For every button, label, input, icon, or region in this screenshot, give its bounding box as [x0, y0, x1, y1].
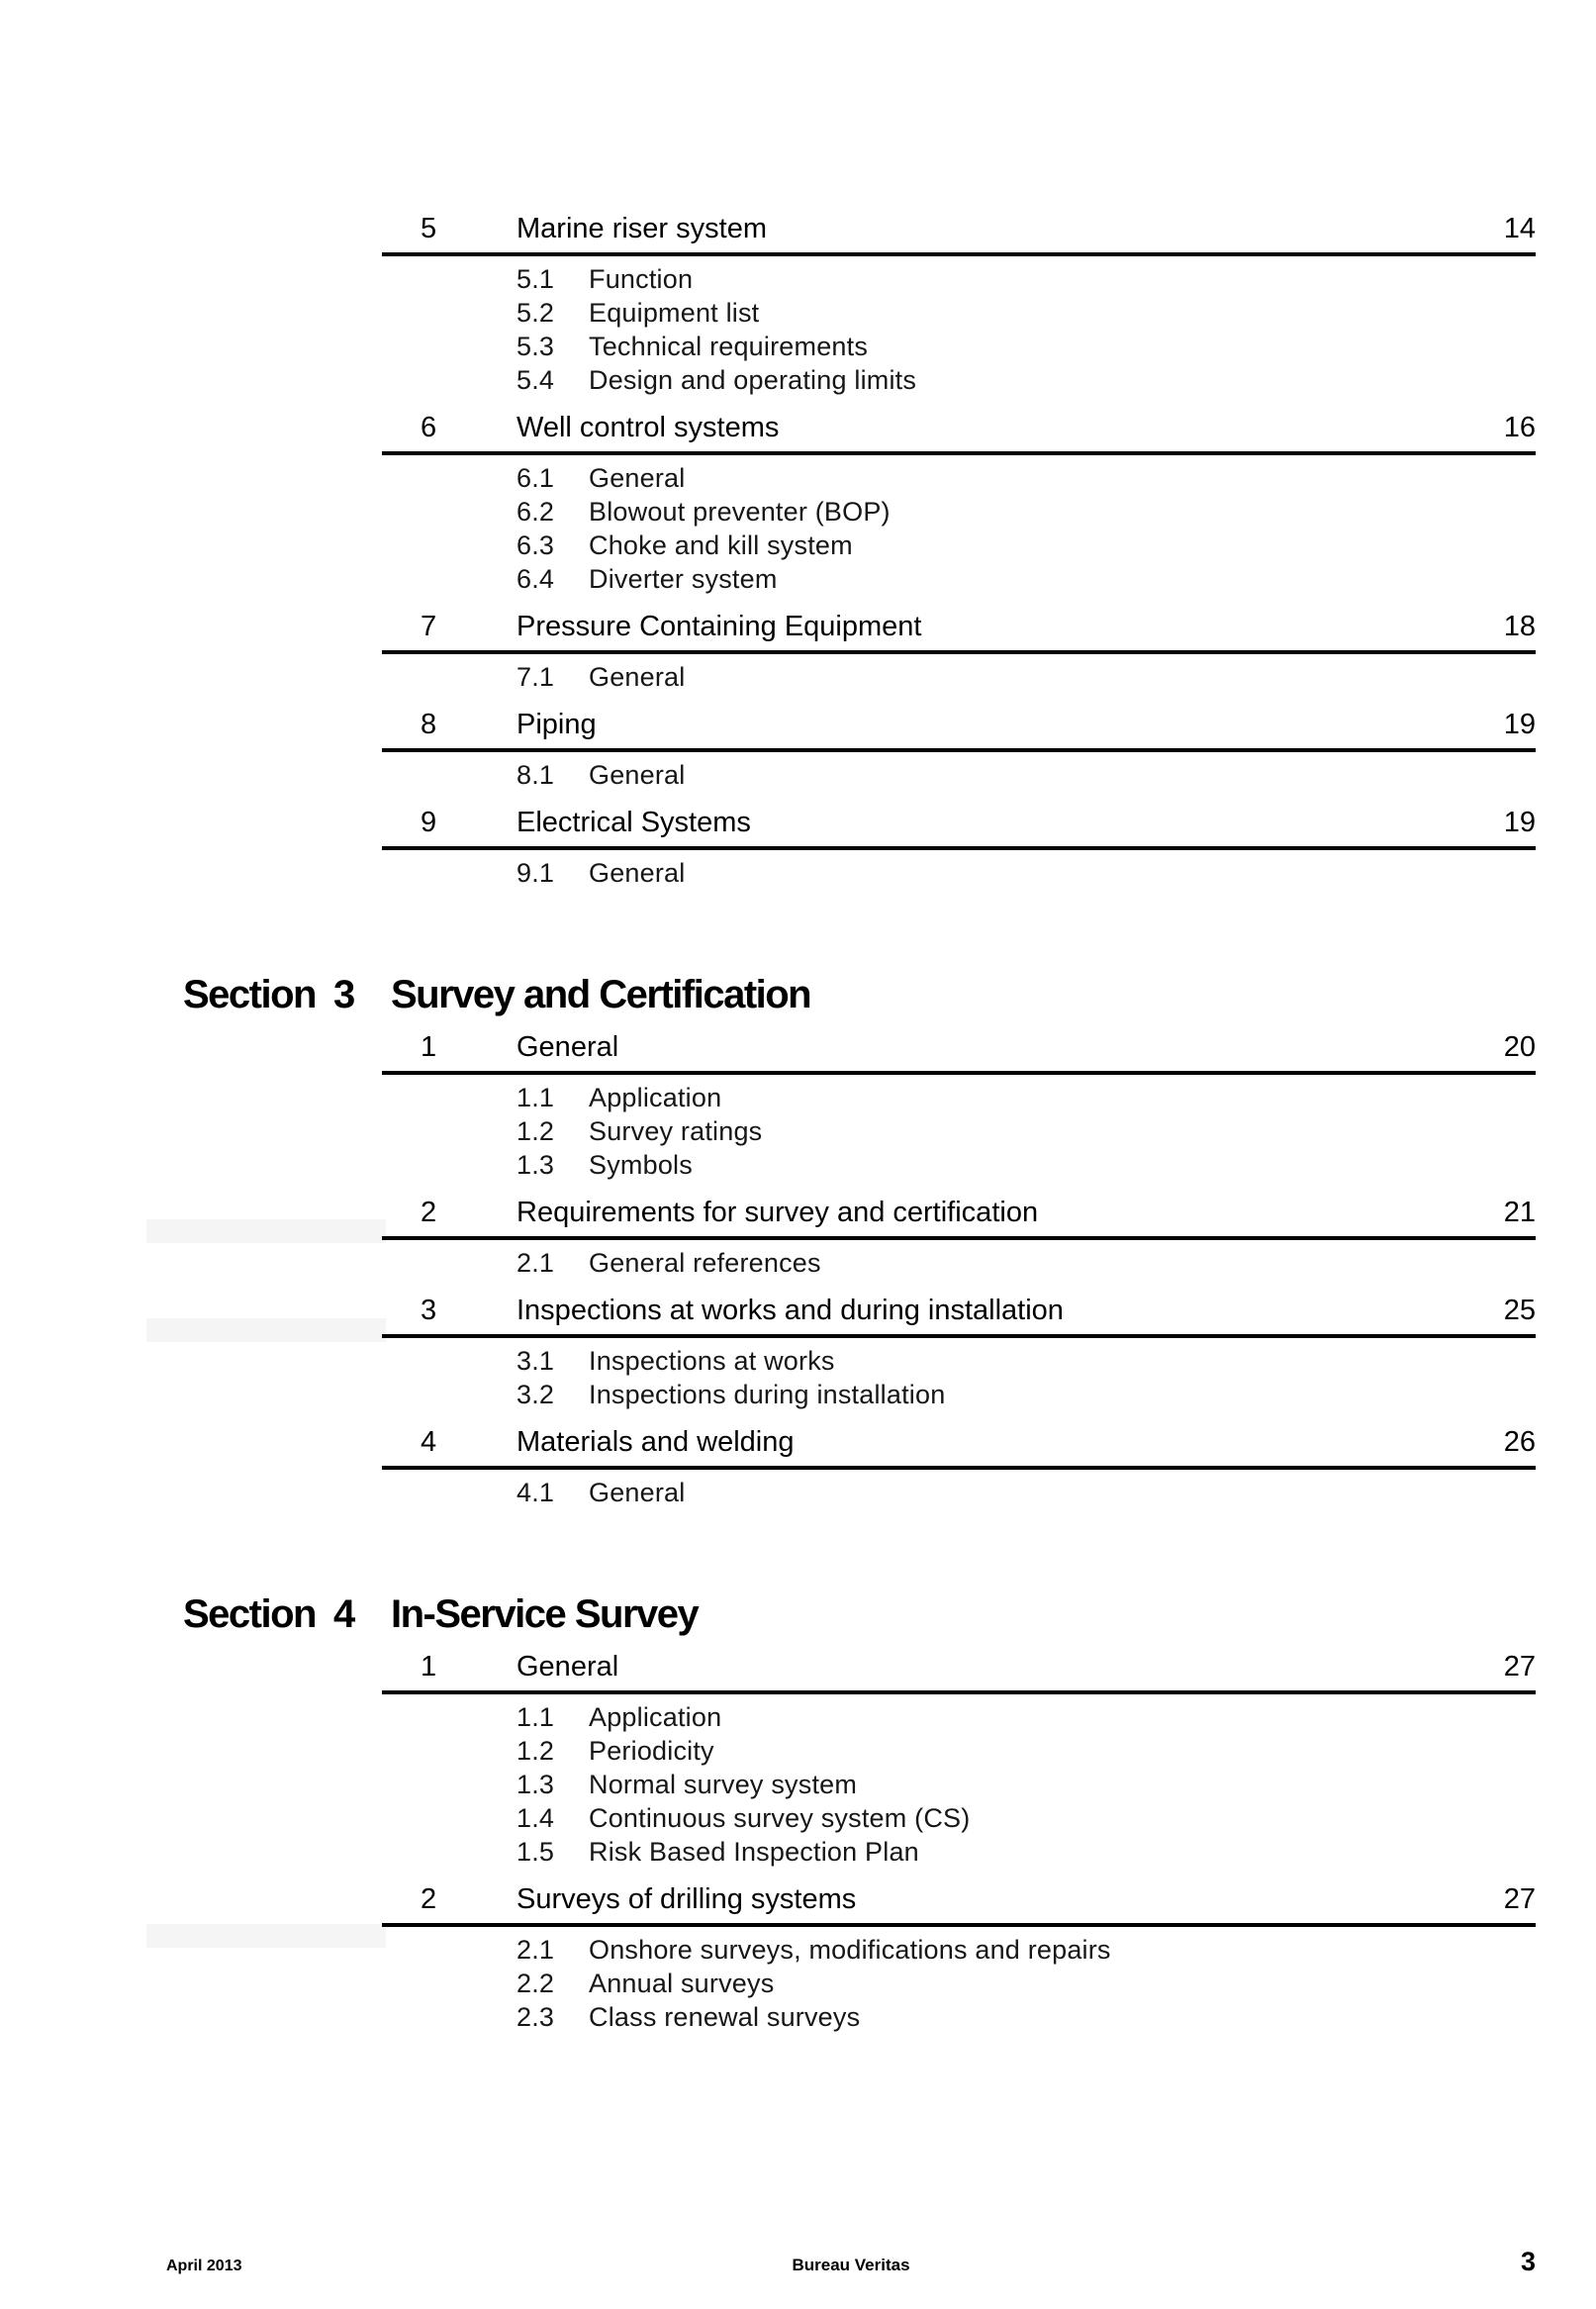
subsection-item [516, 1835, 1536, 1869]
subsection-item [516, 296, 1536, 330]
subsection-number: 5.4 [516, 365, 555, 395]
chapter-list [382, 1648, 1536, 2034]
chapter-title: Requirements for survey and certification [516, 1197, 1039, 1228]
subsection-title: Survey ratings [589, 1116, 763, 1146]
chapter-number: 1 [421, 1651, 437, 1683]
subsection-number: 9.1 [516, 858, 555, 888]
subsection-item [516, 856, 1536, 890]
subsection-number: 6.1 [516, 463, 555, 493]
chapter-entry [382, 1648, 1536, 1869]
chapter-number: 2 [421, 1197, 437, 1228]
chapter-number: 7 [421, 611, 437, 642]
chapter-row [382, 1028, 1536, 1075]
chapter-row [382, 1648, 1536, 1694]
chapter-entry [382, 210, 1536, 397]
chapter-number: 2 [421, 1883, 437, 1915]
subsection-title: General [589, 760, 686, 790]
table-of-contents [0, 210, 1596, 2034]
section-number: 3 [332, 973, 354, 1016]
chapter-title: Well control systems [516, 412, 780, 443]
subsection-number: 4.1 [516, 1478, 555, 1507]
subsection-item [516, 1933, 1536, 1967]
subsection-item [516, 758, 1536, 792]
subsection-title: General [589, 662, 686, 692]
subsection-title: Annual surveys [589, 1969, 775, 1998]
chapter-page-number: 16 [1503, 412, 1536, 443]
subsection-title: Onshore surveys, modifications and repairs [589, 1935, 1111, 1965]
chapter-entry [382, 706, 1536, 792]
subsection-number: 1.1 [516, 1083, 555, 1112]
subsection-list [516, 1933, 1536, 2034]
chapter-list [382, 210, 1536, 890]
chapter-row [382, 1194, 1536, 1240]
subsection-item [516, 1801, 1536, 1835]
subsection-number: 8.1 [516, 760, 555, 790]
subsection-item [516, 1967, 1536, 2000]
section-title: In-Service Survey [391, 1592, 699, 1636]
subsection-title: Technical requirements [589, 332, 869, 361]
subsection-title: Design and operating limits [589, 365, 917, 395]
subsection-number: 3.1 [516, 1346, 555, 1376]
subsection-number: 6.4 [516, 564, 555, 594]
chapter-entry [382, 1880, 1536, 2034]
subsection-list [516, 1081, 1536, 1182]
chapter-title: General [516, 1651, 619, 1683]
chapter-row [382, 1292, 1536, 1338]
subsection-title: Diverter system [589, 564, 778, 594]
chapter-number: 6 [421, 412, 437, 443]
subsection-title: General [589, 463, 686, 493]
chapter-number: 8 [421, 709, 437, 740]
chapter-row [382, 706, 1536, 752]
chapter-page-number: 21 [1503, 1197, 1536, 1228]
chapter-title: Electrical Systems [516, 807, 751, 838]
chapter-number: 4 [421, 1426, 437, 1458]
footer-date: April 2013 [166, 2258, 242, 2274]
subsection-item [516, 1768, 1536, 1801]
subsection-list [516, 1700, 1536, 1869]
chapter-page-number: 19 [1503, 709, 1536, 740]
subsection-item [516, 1344, 1536, 1378]
subsection-number: 2.2 [516, 1969, 555, 1998]
chapter-number: 5 [421, 213, 437, 244]
section-heading [183, 973, 1596, 1016]
subsection-list [516, 461, 1536, 596]
chapter-number: 9 [421, 807, 437, 838]
chapter-page-number: 27 [1503, 1651, 1536, 1683]
chapter-entry [382, 608, 1536, 694]
chapter-number: 3 [421, 1295, 437, 1326]
chapter-entry [382, 1028, 1536, 1182]
chapter-page-number: 27 [1503, 1883, 1536, 1915]
subsection-number: 6.2 [516, 497, 555, 527]
chapter-row [382, 1880, 1536, 1927]
subsection-item [516, 495, 1536, 529]
subsection-number: 6.3 [516, 530, 555, 560]
subsection-item [516, 461, 1536, 495]
section-heading [183, 1592, 1596, 1636]
section-label [183, 973, 391, 1016]
chapter-entry [382, 1423, 1536, 1509]
chapter-page-number: 14 [1503, 213, 1536, 244]
subsection-item [516, 1246, 1536, 1280]
subsection-title: General [589, 858, 686, 888]
section-label-word: Section [183, 1592, 316, 1636]
subsection-item [516, 660, 1536, 694]
subsection-title: Continuous survey system (CS) [589, 1803, 971, 1833]
subsection-item [516, 2000, 1536, 2034]
subsection-title: Symbols [589, 1150, 693, 1180]
subsection-list [516, 856, 1536, 890]
subsection-title: General references [589, 1248, 821, 1278]
subsection-title: Blowout preventer (BOP) [589, 497, 891, 527]
chapter-title: Marine riser system [516, 213, 767, 244]
subsection-number: 1.1 [516, 1702, 555, 1732]
subsection-title: Risk Based Inspection Plan [589, 1837, 919, 1867]
footer-page-number: 3 [1520, 2247, 1536, 2276]
subsection-list [516, 660, 1536, 694]
chapter-row [382, 608, 1536, 654]
chapter-row [382, 1423, 1536, 1470]
section-label-word: Section [183, 973, 316, 1016]
subsection-item [516, 529, 1536, 562]
subsection-title: Choke and kill system [589, 530, 853, 560]
chapter-row [382, 409, 1536, 455]
subsection-title: Equipment list [589, 298, 760, 328]
chapter-page-number: 26 [1503, 1426, 1536, 1458]
subsection-title: Class renewal surveys [589, 2002, 861, 2032]
chapter-page-number: 25 [1503, 1295, 1536, 1326]
subsection-item [516, 1378, 1536, 1411]
subsection-item [516, 562, 1536, 596]
subsection-number: 2.1 [516, 1248, 555, 1278]
chapter-title: General [516, 1031, 619, 1063]
chapter-page-number: 20 [1503, 1031, 1536, 1063]
section-title: Survey and Certification [391, 973, 811, 1016]
subsection-item [516, 1148, 1536, 1182]
subsection-item [516, 1081, 1536, 1114]
footer-publisher: Bureau Veritas [792, 2256, 910, 2274]
subsection-number: 5.2 [516, 298, 555, 328]
chapter-row [382, 804, 1536, 850]
chapter-title: Surveys of drilling systems [516, 1883, 857, 1915]
subsection-title: General [589, 1478, 686, 1507]
subsection-item [516, 363, 1536, 397]
chapter-entry [382, 804, 1536, 890]
subsection-title: Application [589, 1702, 722, 1732]
subsection-title: Inspections during installation [589, 1380, 946, 1409]
subsection-list [516, 1246, 1536, 1280]
subsection-number: 1.2 [516, 1736, 555, 1766]
chapter-page-number: 18 [1503, 611, 1536, 642]
subsection-list [516, 758, 1536, 792]
section-label [183, 1592, 391, 1636]
chapter-title: Inspections at works and during installation [516, 1295, 1064, 1326]
subsection-number: 1.3 [516, 1770, 555, 1799]
subsection-list [516, 262, 1536, 397]
subsection-title: Normal survey system [589, 1770, 858, 1799]
chapter-page-number: 19 [1503, 807, 1536, 838]
chapter-entry [382, 1194, 1536, 1280]
chapter-number: 1 [421, 1031, 437, 1063]
subsection-item [516, 330, 1536, 363]
subsection-item [516, 1700, 1536, 1734]
subsection-number: 2.3 [516, 2002, 555, 2032]
chapter-title: Piping [516, 709, 597, 740]
subsection-number: 1.4 [516, 1803, 555, 1833]
subsection-number: 2.1 [516, 1935, 555, 1965]
subsection-list [516, 1476, 1536, 1509]
chapter-list [382, 1028, 1536, 1509]
subsection-list [516, 1344, 1536, 1411]
chapter-entry [382, 409, 1536, 596]
chapter-row [382, 210, 1536, 256]
chapter-entry [382, 1292, 1536, 1411]
subsection-number: 7.1 [516, 662, 555, 692]
chapter-title: Pressure Containing Equipment [516, 611, 922, 642]
subsection-title: Inspections at works [589, 1346, 835, 1376]
subsection-number: 5.3 [516, 332, 555, 361]
subsection-title: Application [589, 1083, 722, 1112]
page-footer [166, 2247, 1536, 2277]
subsection-item [516, 1734, 1536, 1768]
subsection-number: 1.3 [516, 1150, 555, 1180]
subsection-number: 3.2 [516, 1380, 555, 1409]
chapter-title: Materials and welding [516, 1426, 795, 1458]
section-number: 4 [332, 1592, 354, 1636]
subsection-title: Function [589, 264, 694, 294]
subsection-item [516, 262, 1536, 296]
subsection-number: 1.5 [516, 1837, 555, 1867]
subsection-title: Periodicity [589, 1736, 714, 1766]
subsection-item [516, 1476, 1536, 1509]
subsection-item [516, 1114, 1536, 1148]
subsection-number: 5.1 [516, 264, 555, 294]
subsection-number: 1.2 [516, 1116, 555, 1146]
